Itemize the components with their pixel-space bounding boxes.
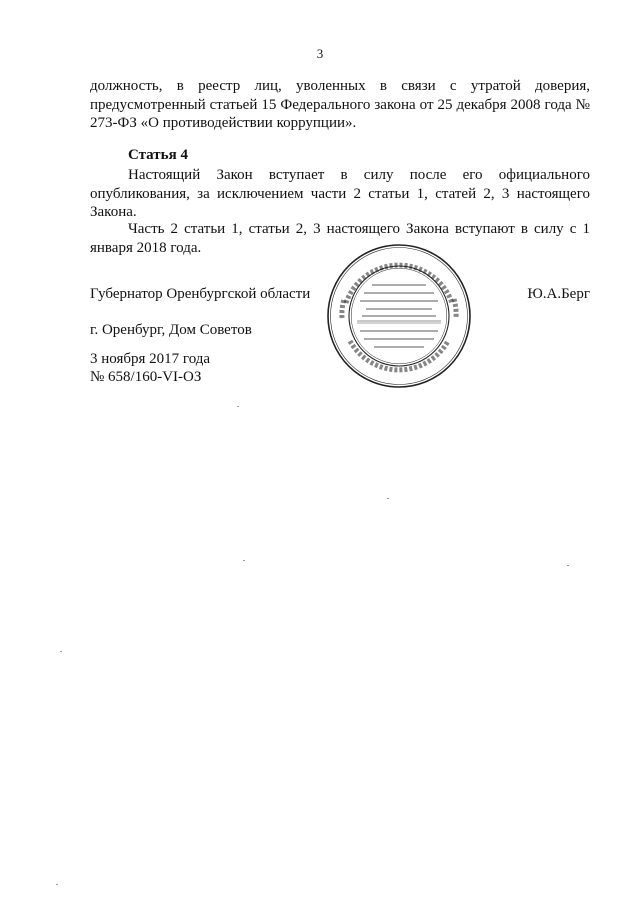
signing-place: г. Оренбург, Дом Советов (90, 322, 252, 338)
scan-speck (387, 498, 389, 499)
paragraph-entry-into-force: Настоящий Закон вступает в силу после его официального опубликования, за исключением части 2 статьи 1, статей 2, 3 настоящего Закона. (90, 167, 590, 220)
page-number: 3 (316, 46, 324, 61)
article-heading: Статья 4 (128, 147, 188, 163)
scan-speck (56, 884, 58, 885)
scan-speck (60, 651, 62, 652)
scan-speck (243, 560, 245, 561)
signatory-title: Губернатор Оренбургской области (90, 286, 311, 302)
official-seal-icon (326, 243, 472, 389)
scan-speck (567, 565, 569, 566)
scan-speck (237, 406, 239, 407)
paragraph-effective-date: Часть 2 статьи 1, статьи 2, 3 настоящего Закона вступают в силу с 1 января 2018 года. (90, 221, 590, 256)
paragraph-continuation: должность, в реестр лиц, уволенных в связи с утратой доверия, предусмотренный статьей 15 Федерального закона от 25 декабря 2008 года № 273-ФЗ «О противодействии коррупции». (90, 78, 590, 131)
signatory-name: Ю.А.Берг (527, 286, 590, 302)
law-number: № 658/160-VI-ОЗ (90, 369, 202, 385)
signing-date: 3 ноября 2017 года (90, 351, 211, 367)
date-number-block (90, 350, 210, 386)
